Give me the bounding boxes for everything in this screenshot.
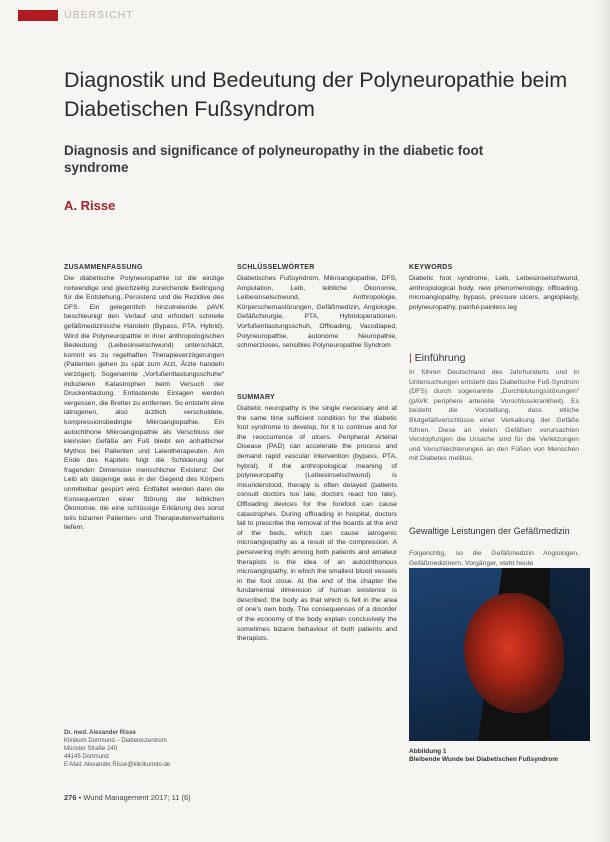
introduction-text: In führen Deutschland des Jahrhunderts und in Untersuchungen entsteht das Diabetische Fuß-Syndrom (DFS) durch sogenannte „Durchblutungsstörungen“ (pAVK periphere arterielle Verschlusskrankheit). Es besteht die Vorstellung, dass etliche Blutgefäßverschlüsse einer Verkalkung der Gefäße führen. Diese an vielen Gefäßen verursachten Verstopfungen die Ursache sind für die Verletzungen und Verschlechterungen an den Füßen von Menschen mit Diabetes mellitus. xyxy=(409,369,579,463)
keywords-german-heading: SCHLÜSSELWÖRTER xyxy=(237,264,315,271)
keywords-english-text: Diabetic foot syndrome, Leib, Leibesinselschwund, anthropological body, new phenomenology, offloading, microangiopathy, bypass, pressure ulcers, angioplasty, polyneuropathy, painful-painless leg xyxy=(409,275,579,311)
article-title-german: Diagnostik und Bedeutung der Polyneuropathie beim Diabetischen Fußsyndrom xyxy=(64,68,568,121)
page-edge-shadow xyxy=(596,0,610,842)
section2-heading: Gewaltige Leistungen der Gefäßmedizin xyxy=(409,526,570,536)
keywords-german-text: Diabetisches Fußsyndrom, Mikroangiopathie, DFS, Amputation, Leib, leibliche Ökonomie, Leibesinselschwund, Anthropologie, Körperschemastörungen, Gefäßmedizin, Angiologie, Gefäßchirurgie, PTA, Hybridoperationen, Vorfußentlastungsschuh, Offloading, Vacodiaped, Polyneuropathie, autonome Neuropathie, schmerzloses, sensibles Polyneuropathie Syndrom xyxy=(237,275,397,350)
figure-label: Abbildung 1 xyxy=(409,748,447,755)
summary-english-text: Diabetic neuropathy is the single necessary and at the same time sufficient condition for the diabetic foot syndrome to develop, for it to continue and for the reoccurrence of ulcers. Peripheral Arterial Disease (PAD) can accelerate the process and demand rapid vascular intervention (bypass, PTA, hybrid). If the anthropological meaning of polyneuropathy (Leibesinselschwund) is misunderstood, therapy is often delayed (patients consult doctors too late, doctors react too late). Offloading devices for the forefoot can cause catastrophes. During offloading in hospital, doctors fail to prescribe the removal of the boards at the end of the beds, which can cause iatrogenic microangiopathy as a result of the compression. A persevering myth among both patients and amateur therapists is the idea of an autochthonous microangiopathy, in which the smallest blood vessels in the foot close. At the end of the chapter the fundamental dimension of human existence is described: the body as that which is felt in the area of one's own body. The consequences of a disorder of the economy of the body explain conclusively the sometimes bizarre behaviour of both patients and therapists. xyxy=(237,405,397,643)
abstract-german-text: Die diabetische Polyneuropathie ist die einzige notwendige und gleichzeitig zureichende Bedingung für die Entstehung, Persistenz und die Rezidive des DFS. Ein gelegentlich hinzutretende pAVK beschleunigt den Verlauf und erfordert schnelle gefäßmedizinische Handeln (Bypass, PTA, Hybrid). Wird die Polyneuropathie in ihrer anthropologischen Bedeutung (Leibesinselschwund) unterschätzt, kommt es zu regelhaften Therapieverzögerungen (Patienten gehen zu spät zum Arzt, Ärzte handeln verzögert). Sogenannte „Vorfußentlastungsschuhe“ induzieren Katastrophen beim Versuch der Druckentlastung. Entlastende Einlagen werden vergessen, die Bretter zu entfernen. So entsteht eine iatrogenen, also ärztlich verschuldete, kompressionsbedingte Mikroangiopathie. Ein autochthone Mikroangiopathie als Verschluss der kleinsten Gefäße am Fuß bleibt ein anhaltlicher Mythos bei Patienten und Laientherapeuten. Am Ende des Kapitels folgt die Schilderung der fragenden Dimension menschlicher Existenz: Der Leib als dasjenige was in der Gegend des Körpers unmittelbar gespürt wird. Entfaltet werden dann die Konsequenzen einer Störung der leiblichen Ökonomie, die eine schlüssige Erklärung des sonst teils bizarren Patienten- und Therapeutenverhaltens liefern. xyxy=(64,275,224,532)
affiliation-email[interactable]: E-Mail: Alexander.Risse@klinikumdo.de xyxy=(64,762,171,768)
page-number: 276 xyxy=(64,793,77,802)
affiliation-line: Dr. med. Alexander Risse xyxy=(64,730,136,736)
footer-separator: • xyxy=(78,793,84,802)
affiliation-line: 44145 Dortmund xyxy=(64,754,109,760)
affiliation-line: Klinikum Dortmund – Diabeteszentrum xyxy=(64,738,167,744)
keywords-english-heading: KEYWORDS xyxy=(409,264,453,271)
summary-english-heading: SUMMARY xyxy=(237,394,276,401)
abstract-german-heading: ZUSAMMENFASSUNG xyxy=(64,264,143,271)
wound-photo xyxy=(409,568,590,741)
section-color-bar xyxy=(18,10,58,21)
author-affiliation xyxy=(64,729,170,769)
heading-marker: | xyxy=(409,352,415,364)
page-footer xyxy=(64,793,191,802)
article-author: A. Risse xyxy=(64,198,116,213)
affiliation-line: Münster Straße 240 xyxy=(64,746,118,752)
introduction-heading xyxy=(409,352,465,364)
journal-citation: Wund Management 2017; 11 (6) xyxy=(83,793,191,802)
introduction-heading-text: Einführung xyxy=(414,352,466,364)
figure-caption: Bleibende Wunde bei Diabetischen Fußsyndrom xyxy=(409,756,559,763)
article-title-english: Diagnosis and significance of polyneuropathy in the diabetic foot syndrome xyxy=(64,143,484,175)
section-label: ÜBERSICHT xyxy=(64,9,134,21)
section2-text: Folgerichtig, so die Gefäßmedizin Angiologen, Gefäßmedizinern, Vorgänger, steht heute xyxy=(409,550,579,567)
